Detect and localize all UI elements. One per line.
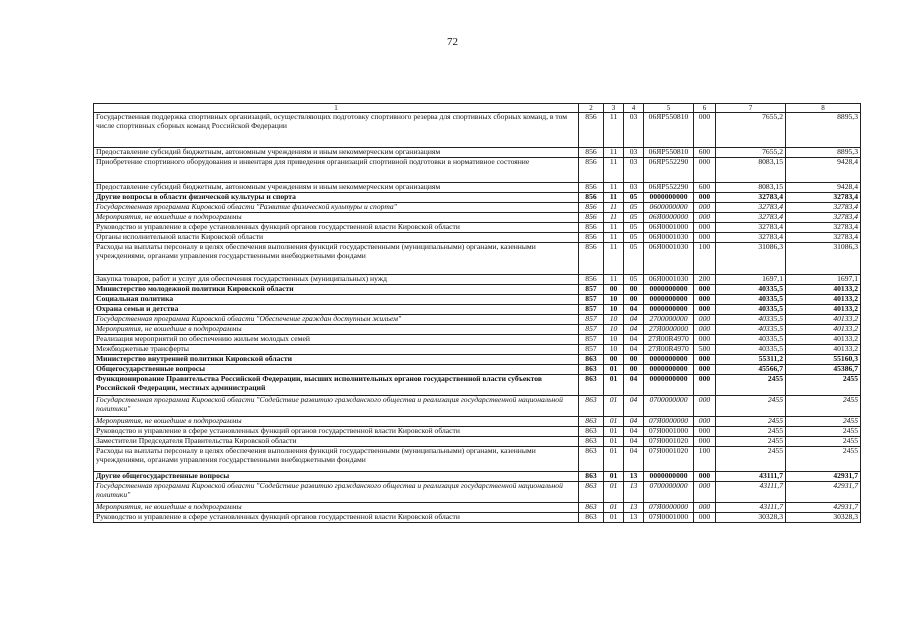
row-target-article-cell: 06ЯР550810 bbox=[644, 113, 694, 148]
row-target-article-cell: 0000000000 bbox=[644, 375, 694, 396]
table-row bbox=[94, 345, 861, 355]
row-name-cell: Общегосударственные вопросы bbox=[94, 365, 579, 375]
row-amount-year2-cell: 55160,3 bbox=[786, 355, 861, 365]
table-row bbox=[94, 447, 861, 472]
row-expense-type-cell: 000 bbox=[694, 375, 716, 396]
row-expense-type-cell: 200 bbox=[694, 275, 716, 285]
row-amount-year1-cell: 32783,4 bbox=[716, 193, 786, 203]
table-row bbox=[94, 335, 861, 345]
table-row bbox=[94, 355, 861, 365]
row-expense-type-cell: 000 bbox=[694, 295, 716, 305]
row-target-article-cell: 06Я0000000 bbox=[644, 213, 694, 223]
table-row bbox=[94, 275, 861, 285]
row-subsection-cell: 13 bbox=[624, 482, 644, 503]
row-target-article-cell: 06ЯР552290 bbox=[644, 158, 694, 183]
row-expense-type-cell: 000 bbox=[694, 305, 716, 315]
row-section-cell: 10 bbox=[604, 325, 624, 335]
row-amount-year1-cell: 32783,4 bbox=[716, 203, 786, 213]
table-row bbox=[94, 417, 861, 427]
row-amount-year2-cell: 32783,4 bbox=[786, 223, 861, 233]
row-expense-type-cell: 500 bbox=[694, 345, 716, 355]
row-ministry-code-cell: 863 bbox=[579, 417, 604, 427]
row-amount-year1-cell: 32783,4 bbox=[716, 223, 786, 233]
row-amount-year1-cell: 7655,2 bbox=[716, 113, 786, 148]
table-row bbox=[94, 148, 861, 158]
table-row bbox=[94, 295, 861, 305]
row-subsection-cell: 00 bbox=[624, 285, 644, 295]
row-amount-year2-cell: 9428,4 bbox=[786, 158, 861, 183]
row-expense-type-cell: 000 bbox=[694, 365, 716, 375]
row-amount-year2-cell: 8895,3 bbox=[786, 113, 861, 148]
row-target-article-cell: 0000000000 bbox=[644, 285, 694, 295]
row-ministry-code-cell: 863 bbox=[579, 355, 604, 365]
row-expense-type-cell: 000 bbox=[694, 396, 716, 417]
row-ministry-code-cell: 863 bbox=[579, 513, 604, 523]
table-row bbox=[94, 427, 861, 437]
row-expense-type-cell: 000 bbox=[694, 482, 716, 503]
row-amount-year2-cell: 2455 bbox=[786, 437, 861, 447]
row-name-cell: Заместители Председателя Правительства Кировской области bbox=[94, 437, 579, 447]
row-name-cell: Расходы на выплаты персоналу в целях обеспечения выполнения функций государственными (муниципальными) органами, казенными учреждениями, органами управления государственными внебюджетными фондами bbox=[94, 447, 579, 472]
row-expense-type-cell: 000 bbox=[694, 213, 716, 223]
row-expense-type-cell: 100 bbox=[694, 243, 716, 275]
row-expense-type-cell: 100 bbox=[694, 447, 716, 472]
row-ministry-code-cell: 856 bbox=[579, 243, 604, 275]
row-amount-year2-cell: 32783,4 bbox=[786, 193, 861, 203]
header-cell: 5 bbox=[644, 104, 694, 113]
row-expense-type-cell: 000 bbox=[694, 503, 716, 513]
row-amount-year2-cell: 2455 bbox=[786, 396, 861, 417]
table-row bbox=[94, 193, 861, 203]
row-target-article-cell: 06Я0001030 bbox=[644, 275, 694, 285]
row-section-cell: 11 bbox=[604, 158, 624, 183]
row-amount-year1-cell: 40335,5 bbox=[716, 305, 786, 315]
row-expense-type-cell: 000 bbox=[694, 193, 716, 203]
row-amount-year2-cell: 40133,2 bbox=[786, 305, 861, 315]
row-section-cell: 01 bbox=[604, 472, 624, 482]
row-amount-year2-cell: 8895,3 bbox=[786, 148, 861, 158]
row-amount-year1-cell: 32783,4 bbox=[716, 213, 786, 223]
row-amount-year1-cell: 40335,5 bbox=[716, 345, 786, 355]
row-subsection-cell: 04 bbox=[624, 417, 644, 427]
row-amount-year2-cell: 31086,3 bbox=[786, 243, 861, 275]
row-section-cell: 01 bbox=[604, 437, 624, 447]
row-ministry-code-cell: 857 bbox=[579, 345, 604, 355]
row-section-cell: 01 bbox=[604, 375, 624, 396]
row-expense-type-cell: 000 bbox=[694, 223, 716, 233]
row-name-cell: Расходы на выплаты персоналу в целях обеспечения выполнения функций государственными (муниципальными) органами, казенными учреждениями, органами управления государственными внебюджетными фондами bbox=[94, 243, 579, 275]
row-expense-type-cell: 000 bbox=[694, 158, 716, 183]
row-ministry-code-cell: 863 bbox=[579, 427, 604, 437]
row-amount-year1-cell: 2455 bbox=[716, 417, 786, 427]
row-section-cell: 11 bbox=[604, 148, 624, 158]
row-section-cell: 01 bbox=[604, 503, 624, 513]
row-name-cell: Мероприятия, не вошедшие в подпрограммы bbox=[94, 213, 579, 223]
row-ministry-code-cell: 857 bbox=[579, 325, 604, 335]
row-ministry-code-cell: 863 bbox=[579, 375, 604, 396]
row-name-cell: Государственная программа Кировской области "Развитие физической культуры и спорта" bbox=[94, 203, 579, 213]
row-target-article-cell: 06Я0001030 bbox=[644, 233, 694, 243]
row-ministry-code-cell: 863 bbox=[579, 472, 604, 482]
table-row bbox=[94, 183, 861, 193]
row-amount-year2-cell: 40133,2 bbox=[786, 295, 861, 305]
row-section-cell: 11 bbox=[604, 203, 624, 213]
table-row bbox=[94, 396, 861, 417]
row-name-cell: Государственная программа Кировской области "Обеспечение граждан доступным жильем" bbox=[94, 315, 579, 325]
page-number: 72 bbox=[447, 36, 458, 48]
row-name-cell: Межбюджетные трансферты bbox=[94, 345, 579, 355]
row-target-article-cell: 07Я0000000 bbox=[644, 417, 694, 427]
row-expense-type-cell: 000 bbox=[694, 355, 716, 365]
row-target-article-cell: 0000000000 bbox=[644, 295, 694, 305]
row-section-cell: 10 bbox=[604, 345, 624, 355]
table-row bbox=[94, 375, 861, 396]
row-name-cell: Другие вопросы в области физической культуры и спорта bbox=[94, 193, 579, 203]
row-name-cell: Мероприятия, не вошедшие в подпрограммы bbox=[94, 503, 579, 513]
row-amount-year2-cell: 9428,4 bbox=[786, 183, 861, 193]
row-subsection-cell: 05 bbox=[624, 243, 644, 275]
row-section-cell: 10 bbox=[604, 305, 624, 315]
row-section-cell: 11 bbox=[604, 243, 624, 275]
row-ministry-code-cell: 857 bbox=[579, 335, 604, 345]
row-amount-year1-cell: 40335,5 bbox=[716, 335, 786, 345]
row-section-cell: 01 bbox=[604, 447, 624, 472]
header-cell: 2 bbox=[579, 104, 604, 113]
row-name-cell: Закупка товаров, работ и услуг для обеспечения государственных (муниципальных) нужд bbox=[94, 275, 579, 285]
table-row bbox=[94, 113, 861, 148]
row-expense-type-cell: 000 bbox=[694, 427, 716, 437]
row-ministry-code-cell: 856 bbox=[579, 275, 604, 285]
row-amount-year1-cell: 40335,5 bbox=[716, 325, 786, 335]
row-name-cell: Реализация мероприятий по обеспечению жильем молодых семей bbox=[94, 335, 579, 345]
row-amount-year2-cell: 32783,4 bbox=[786, 203, 861, 213]
row-target-article-cell: 0000000000 bbox=[644, 472, 694, 482]
row-section-cell: 00 bbox=[604, 285, 624, 295]
row-subsection-cell: 04 bbox=[624, 427, 644, 437]
row-amount-year2-cell: 32783,4 bbox=[786, 213, 861, 223]
row-ministry-code-cell: 856 bbox=[579, 193, 604, 203]
row-section-cell: 10 bbox=[604, 295, 624, 305]
row-amount-year1-cell: 2455 bbox=[716, 375, 786, 396]
row-amount-year1-cell: 40335,5 bbox=[716, 295, 786, 305]
row-amount-year1-cell: 1697,1 bbox=[716, 275, 786, 285]
row-expense-type-cell: 000 bbox=[694, 113, 716, 148]
table-row bbox=[94, 513, 861, 523]
row-expense-type-cell: 000 bbox=[694, 472, 716, 482]
row-subsection-cell: 05 bbox=[624, 223, 644, 233]
row-amount-year1-cell: 32783,4 bbox=[716, 233, 786, 243]
table-row bbox=[94, 325, 861, 335]
row-ministry-code-cell: 856 bbox=[579, 148, 604, 158]
row-ministry-code-cell: 856 bbox=[579, 158, 604, 183]
row-ministry-code-cell: 863 bbox=[579, 365, 604, 375]
row-section-cell: 11 bbox=[604, 233, 624, 243]
row-expense-type-cell: 000 bbox=[694, 203, 716, 213]
row-name-cell: Предоставление субсидий бюджетным, автономным учреждениям и иным некоммерческим организациям bbox=[94, 148, 579, 158]
row-amount-year2-cell: 40133,2 bbox=[786, 345, 861, 355]
row-amount-year2-cell: 40133,2 bbox=[786, 315, 861, 325]
row-ministry-code-cell: 857 bbox=[579, 285, 604, 295]
row-target-article-cell: 27Я0000000 bbox=[644, 325, 694, 335]
row-target-article-cell: 27Я00R4970 bbox=[644, 335, 694, 345]
row-amount-year2-cell: 2455 bbox=[786, 447, 861, 472]
row-amount-year1-cell: 43111,7 bbox=[716, 503, 786, 513]
row-target-article-cell: 07Я0000000 bbox=[644, 503, 694, 513]
row-amount-year1-cell: 31086,3 bbox=[716, 243, 786, 275]
row-subsection-cell: 03 bbox=[624, 148, 644, 158]
row-target-article-cell: 07Я0001020 bbox=[644, 447, 694, 472]
row-name-cell: Функционирование Правительства Российской Федерации, высших исполнительных органов государственной власти субъектов Российской Федерации, местных администраций bbox=[94, 375, 579, 396]
row-subsection-cell: 04 bbox=[624, 447, 644, 472]
row-section-cell: 11 bbox=[604, 275, 624, 285]
table-row bbox=[94, 503, 861, 513]
row-expense-type-cell: 000 bbox=[694, 437, 716, 447]
row-amount-year2-cell: 2455 bbox=[786, 427, 861, 437]
row-name-cell: Приобретение спортивного оборудования и инвентаря для приведения организаций спортивной подготовки в нормативное состояние bbox=[94, 158, 579, 183]
header-cell: 1 bbox=[94, 104, 579, 113]
row-name-cell: Министерство молодежной политики Кировской области bbox=[94, 285, 579, 295]
row-ministry-code-cell: 863 bbox=[579, 437, 604, 447]
row-name-cell: Руководство и управление в сфере установленных функций органов государственной власти Кировской области bbox=[94, 513, 579, 523]
row-expense-type-cell: 000 bbox=[694, 315, 716, 325]
row-amount-year1-cell: 2455 bbox=[716, 396, 786, 417]
row-amount-year2-cell: 40133,2 bbox=[786, 335, 861, 345]
row-section-cell: 00 bbox=[604, 355, 624, 365]
row-amount-year1-cell: 45566,7 bbox=[716, 365, 786, 375]
row-amount-year1-cell: 2455 bbox=[716, 437, 786, 447]
row-subsection-cell: 04 bbox=[624, 315, 644, 325]
row-section-cell: 01 bbox=[604, 513, 624, 523]
row-amount-year2-cell: 42931,7 bbox=[786, 482, 861, 503]
row-subsection-cell: 04 bbox=[624, 305, 644, 315]
row-amount-year1-cell: 43111,7 bbox=[716, 472, 786, 482]
row-name-cell: Охрана семьи и детства bbox=[94, 305, 579, 315]
row-expense-type-cell: 000 bbox=[694, 417, 716, 427]
row-subsection-cell: 03 bbox=[624, 113, 644, 148]
row-amount-year2-cell: 40133,2 bbox=[786, 325, 861, 335]
row-amount-year2-cell: 32783,4 bbox=[786, 233, 861, 243]
row-section-cell: 10 bbox=[604, 315, 624, 325]
row-section-cell: 10 bbox=[604, 335, 624, 345]
row-subsection-cell: 04 bbox=[624, 345, 644, 355]
row-subsection-cell: 13 bbox=[624, 472, 644, 482]
row-name-cell: Государственная поддержка спортивных организаций, осуществляющих подготовку спортивного резерва для спортивных сборных команд, в том числе спортивных сборных команд Российской Федерации bbox=[94, 113, 579, 148]
header-cell: 7 bbox=[716, 104, 786, 113]
row-section-cell: 01 bbox=[604, 365, 624, 375]
row-section-cell: 11 bbox=[604, 183, 624, 193]
row-amount-year2-cell: 1697,1 bbox=[786, 275, 861, 285]
row-amount-year1-cell: 7655,2 bbox=[716, 148, 786, 158]
row-amount-year2-cell: 30328,3 bbox=[786, 513, 861, 523]
row-amount-year1-cell: 55311,2 bbox=[716, 355, 786, 365]
row-name-cell: Государственная программа Кировской области "Содействие развитию гражданского общества и реализация государственной национальной политики" bbox=[94, 482, 579, 503]
row-ministry-code-cell: 856 bbox=[579, 233, 604, 243]
row-subsection-cell: 05 bbox=[624, 233, 644, 243]
table-row bbox=[94, 315, 861, 325]
row-target-article-cell: 2700000000 bbox=[644, 315, 694, 325]
row-target-article-cell: 27Я00R4970 bbox=[644, 345, 694, 355]
row-subsection-cell: 04 bbox=[624, 375, 644, 396]
row-name-cell: Мероприятия, не вошедшие в подпрограммы bbox=[94, 417, 579, 427]
row-subsection-cell: 00 bbox=[624, 295, 644, 305]
row-target-article-cell: 0000000000 bbox=[644, 365, 694, 375]
row-amount-year2-cell: 42931,7 bbox=[786, 472, 861, 482]
row-ministry-code-cell: 857 bbox=[579, 295, 604, 305]
row-subsection-cell: 05 bbox=[624, 203, 644, 213]
row-target-article-cell: 0000000000 bbox=[644, 193, 694, 203]
row-subsection-cell: 00 bbox=[624, 355, 644, 365]
row-ministry-code-cell: 863 bbox=[579, 482, 604, 503]
row-amount-year1-cell: 8083,15 bbox=[716, 183, 786, 193]
row-name-cell: Государственная программа Кировской области "Содействие развитию гражданского общества и реализация государственной национальной политики" bbox=[94, 396, 579, 417]
row-amount-year1-cell: 43111,7 bbox=[716, 482, 786, 503]
header-cell: 8 bbox=[786, 104, 861, 113]
row-expense-type-cell: 000 bbox=[694, 325, 716, 335]
row-ministry-code-cell: 857 bbox=[579, 305, 604, 315]
table-row bbox=[94, 158, 861, 183]
header-cell: 6 bbox=[694, 104, 716, 113]
row-section-cell: 11 bbox=[604, 213, 624, 223]
row-name-cell: Министерство внутренней политики Кировской области bbox=[94, 355, 579, 365]
row-subsection-cell: 03 bbox=[624, 183, 644, 193]
row-name-cell: Органы исполнительной власти Кировской области bbox=[94, 233, 579, 243]
row-amount-year1-cell: 2455 bbox=[716, 427, 786, 437]
table-row bbox=[94, 305, 861, 315]
row-section-cell: 01 bbox=[604, 482, 624, 503]
row-subsection-cell: 05 bbox=[624, 275, 644, 285]
row-amount-year1-cell: 8083,15 bbox=[716, 158, 786, 183]
row-ministry-code-cell: 856 bbox=[579, 203, 604, 213]
row-target-article-cell: 06ЯР552290 bbox=[644, 183, 694, 193]
table-row bbox=[94, 472, 861, 482]
row-name-cell: Мероприятия, не вошедшие в подпрограммы bbox=[94, 325, 579, 335]
header-cell: 3 bbox=[604, 104, 624, 113]
row-section-cell: 01 bbox=[604, 417, 624, 427]
row-target-article-cell: 06ЯР550810 bbox=[644, 148, 694, 158]
row-expense-type-cell: 000 bbox=[694, 285, 716, 295]
row-amount-year2-cell: 2455 bbox=[786, 375, 861, 396]
row-section-cell: 11 bbox=[604, 193, 624, 203]
row-ministry-code-cell: 856 bbox=[579, 223, 604, 233]
table-row bbox=[94, 437, 861, 447]
row-expense-type-cell: 600 bbox=[694, 148, 716, 158]
row-amount-year2-cell: 2455 bbox=[786, 417, 861, 427]
row-subsection-cell: 13 bbox=[624, 513, 644, 523]
row-ministry-code-cell: 863 bbox=[579, 447, 604, 472]
row-subsection-cell: 13 bbox=[624, 503, 644, 513]
row-expense-type-cell: 600 bbox=[694, 183, 716, 193]
row-name-cell: Руководство и управление в сфере установленных функций органов государственной власти Кировской области bbox=[94, 427, 579, 437]
row-amount-year2-cell: 45386,7 bbox=[786, 365, 861, 375]
row-ministry-code-cell: 856 bbox=[579, 113, 604, 148]
row-ministry-code-cell: 863 bbox=[579, 503, 604, 513]
row-subsection-cell: 04 bbox=[624, 325, 644, 335]
row-section-cell: 11 bbox=[604, 113, 624, 148]
table-row bbox=[94, 365, 861, 375]
row-subsection-cell: 03 bbox=[624, 158, 644, 183]
row-ministry-code-cell: 857 bbox=[579, 315, 604, 325]
row-subsection-cell: 00 bbox=[624, 365, 644, 375]
row-expense-type-cell: 000 bbox=[694, 513, 716, 523]
row-target-article-cell: 0600000000 bbox=[644, 203, 694, 213]
row-amount-year2-cell: 40133,2 bbox=[786, 285, 861, 295]
row-target-article-cell: 06Я0001030 bbox=[644, 243, 694, 275]
row-amount-year1-cell: 40335,5 bbox=[716, 285, 786, 295]
row-amount-year1-cell: 2455 bbox=[716, 447, 786, 472]
table-row bbox=[94, 213, 861, 223]
row-amount-year1-cell: 40335,5 bbox=[716, 315, 786, 325]
row-target-article-cell: 06Я0001000 bbox=[644, 223, 694, 233]
row-expense-type-cell: 000 bbox=[694, 233, 716, 243]
header-cell: 4 bbox=[624, 104, 644, 113]
row-ministry-code-cell: 856 bbox=[579, 183, 604, 193]
row-target-article-cell: 0000000000 bbox=[644, 305, 694, 315]
table-row bbox=[94, 203, 861, 213]
row-amount-year2-cell: 42931,7 bbox=[786, 503, 861, 513]
row-name-cell: Предоставление субсидий бюджетным, автономным учреждениям и иным некоммерческим организациям bbox=[94, 183, 579, 193]
budget-table bbox=[93, 103, 861, 523]
row-subsection-cell: 04 bbox=[624, 335, 644, 345]
row-amount-year1-cell: 30328,3 bbox=[716, 513, 786, 523]
row-target-article-cell: 0700000000 bbox=[644, 396, 694, 417]
row-subsection-cell: 05 bbox=[624, 193, 644, 203]
row-target-article-cell: 07Я0001000 bbox=[644, 427, 694, 437]
row-target-article-cell: 07Я0001020 bbox=[644, 437, 694, 447]
row-section-cell: 11 bbox=[604, 223, 624, 233]
row-section-cell: 01 bbox=[604, 396, 624, 417]
row-subsection-cell: 04 bbox=[624, 437, 644, 447]
row-name-cell: Другие общегосударственные вопросы bbox=[94, 472, 579, 482]
table-row bbox=[94, 223, 861, 233]
table-row bbox=[94, 243, 861, 275]
row-name-cell: Руководство и управление в сфере установленных функций органов государственной власти Кировской области bbox=[94, 223, 579, 233]
header-row bbox=[94, 104, 861, 113]
budget-table-body bbox=[94, 104, 861, 523]
row-expense-type-cell: 000 bbox=[694, 335, 716, 345]
row-subsection-cell: 04 bbox=[624, 396, 644, 417]
table-row bbox=[94, 482, 861, 503]
row-section-cell: 01 bbox=[604, 427, 624, 437]
row-ministry-code-cell: 856 bbox=[579, 213, 604, 223]
table-row bbox=[94, 285, 861, 295]
table-row bbox=[94, 233, 861, 243]
row-ministry-code-cell: 863 bbox=[579, 396, 604, 417]
row-target-article-cell: 0000000000 bbox=[644, 355, 694, 365]
row-subsection-cell: 05 bbox=[624, 213, 644, 223]
row-target-article-cell: 07Я0001000 bbox=[644, 513, 694, 523]
row-name-cell: Социальная политика bbox=[94, 295, 579, 305]
row-target-article-cell: 0700000000 bbox=[644, 482, 694, 503]
